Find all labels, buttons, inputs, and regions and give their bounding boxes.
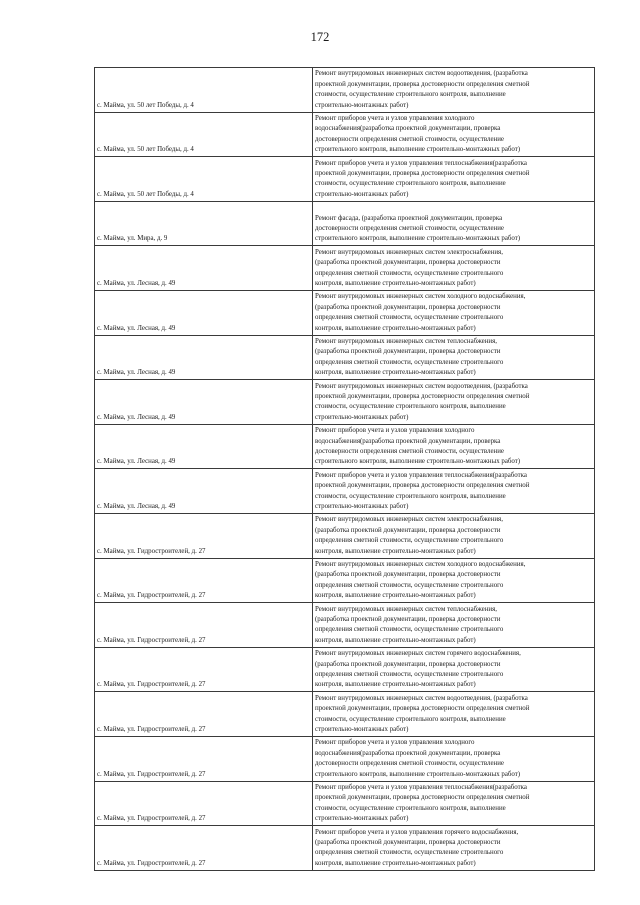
address-cell: с. Майма, ул. Гидростроителей, д. 27 <box>95 603 313 648</box>
work-description-line: строительного контроля, выполнение строительно-монтажных работ) <box>315 146 521 154</box>
work-description-cell <box>313 112 595 157</box>
work-description-cell <box>313 246 595 291</box>
work-description-line: (разработка проектной документации, проверка достоверности <box>315 259 501 267</box>
work-description-line: Ремонт внутридомовых инженерных систем водоотведения, (разработка <box>315 70 528 78</box>
work-description-line: проектной документации, проверка достоверности определения сметной <box>315 170 530 178</box>
work-description-cell <box>313 513 595 558</box>
work-description-line: достоверности определения сметной стоимости, осуществление <box>315 135 504 143</box>
table-row <box>95 603 595 648</box>
work-description-line: проектной документации, проверка достоверности определения сметной <box>315 80 530 88</box>
table-row <box>95 424 595 469</box>
address-cell: с. Майма, ул. Гидростроителей, д. 27 <box>95 826 313 871</box>
work-description-line: Ремонт внутридомовых инженерных систем горячего водоснабжения, <box>315 650 521 658</box>
address-cell: с. Майма, ул. 50 лет Победы, д. 4 <box>95 157 313 202</box>
table-row <box>95 335 595 380</box>
work-description-line: Ремонт внутридомовых инженерных систем электроснабжения, <box>315 248 503 256</box>
table-row <box>95 826 595 871</box>
work-description-line: строительно-монтажных работ) <box>315 190 409 198</box>
work-description-line: достоверности определения сметной стоимости, осуществление <box>315 448 504 456</box>
address-cell: с. Майма, ул. Гидростроителей, д. 27 <box>95 781 313 826</box>
work-description <box>315 828 592 870</box>
work-description-line: проектной документации, проверка достоверности определения сметной <box>315 794 530 802</box>
work-description-cell <box>313 68 595 113</box>
work-description <box>315 203 592 245</box>
work-description-line: Ремонт приборов учета и узлов управления теплоснабжения(разработка <box>315 783 527 791</box>
work-description-cell <box>313 826 595 871</box>
work-description <box>315 515 592 557</box>
works-table <box>94 67 595 871</box>
page-number: 172 <box>310 30 330 44</box>
address-cell: с. Майма, ул. 50 лет Победы, д. 4 <box>95 68 313 113</box>
table-row <box>95 469 595 514</box>
work-description-line: Ремонт внутридомовых инженерных систем теплоснабжения, <box>315 338 498 346</box>
table-row <box>95 112 595 157</box>
address-cell: с. Майма, ул. Лесная, д. 49 <box>95 469 313 514</box>
work-description-line: определения сметной стоимости, осуществление строительного <box>315 671 504 678</box>
address-cell: с. Майма, ул. Лесная, д. 49 <box>95 290 313 335</box>
work-description-line: Ремонт внутридомовых инженерных систем холодного водоснабжения, <box>315 293 526 301</box>
work-description-line: строительного контроля, выполнение строительно-монтажных работ) <box>315 458 521 466</box>
work-description <box>315 738 592 780</box>
work-description-line: контроля, выполнение строительно-монтажных работ) <box>315 369 476 377</box>
work-description-line: Ремонт фасада, (разработка проектной документации, проверка <box>315 214 503 222</box>
work-description-line: Ремонт приборов учета и узлов управления теплоснабжения(разработка <box>315 159 527 167</box>
address-cell: с. Майма, ул. 50 лет Победы, д. 4 <box>95 112 313 157</box>
work-description-line: достоверности определения сметной стоимости, осуществление <box>315 760 504 768</box>
work-description <box>315 605 592 647</box>
work-description-line: строительного контроля, выполнение строительно-монтажных работ) <box>315 235 521 243</box>
work-description-line: Ремонт приборов учета и узлов управления горячего водоснабжения, <box>315 828 519 836</box>
address-cell: с. Майма, ул. Лесная, д. 49 <box>95 424 313 469</box>
work-description-line: контроля, выполнение строительно-монтажных работ) <box>315 547 476 555</box>
work-description-line: водоснабжения(разработка проектной документации, проверка <box>315 749 501 757</box>
work-description-line: строительно-монтажных работ) <box>315 726 409 733</box>
work-description-line: определения сметной стоимости, осуществление строительного <box>315 626 504 634</box>
address-cell: с. Майма, ул. Лесная, д. 49 <box>95 335 313 380</box>
work-description-line: строительно-монтажных работ) <box>315 815 409 823</box>
work-description-line: определения сметной стоимости, осуществление строительного <box>315 358 504 366</box>
work-description-line: проектной документации, проверка достоверности определения сметной <box>315 393 530 401</box>
address-cell: с. Майма, ул. Лесная, д. 49 <box>95 246 313 291</box>
work-description-line: Ремонт внутридомовых инженерных систем теплоснабжения, <box>315 605 498 613</box>
work-description-cell <box>313 157 595 202</box>
address-cell: с. Майма, ул. Гидростроителей, д. 27 <box>95 692 313 737</box>
work-description-cell <box>313 647 595 692</box>
work-description <box>315 70 592 112</box>
work-description <box>315 471 592 513</box>
address-cell: с. Майма, ул. Лесная, д. 49 <box>95 380 313 425</box>
work-description-cell <box>313 201 595 246</box>
work-description-line: Ремонт приборов учета и узлов управления холодного <box>315 427 475 435</box>
work-description <box>315 426 592 468</box>
table-row <box>95 68 595 113</box>
work-description <box>315 382 592 424</box>
table-row <box>95 201 595 246</box>
work-description-line: стоимости, осуществление строительного контроля, выполнение <box>315 715 506 723</box>
work-description-cell <box>313 290 595 335</box>
work-description-line: водоснабжения(разработка проектной документации, проверка <box>315 125 501 133</box>
work-description-line: проектной документации, проверка достоверности определения сметной <box>315 482 530 490</box>
table-row <box>95 781 595 826</box>
work-description-line: контроля, выполнение строительно-монтажных работ) <box>315 636 476 644</box>
work-description-line: стоимости, осуществление строительного контроля, выполнение <box>315 403 506 411</box>
work-description-line: (разработка проектной документации, проверка достоверности <box>315 660 501 668</box>
address-cell: с. Майма, ул. Мира, д. 9 <box>95 201 313 246</box>
work-description <box>315 783 592 825</box>
work-description-line: проектной документации, проверка достоверности определения сметной <box>315 705 530 713</box>
work-description <box>315 292 592 334</box>
work-description-line: (разработка проектной документации, проверка достоверности <box>315 838 501 846</box>
work-description-line: стоимости, осуществление строительного контроля, выполнение <box>315 91 506 99</box>
work-description-cell <box>313 469 595 514</box>
table-row <box>95 558 595 603</box>
work-description-line: строительно-монтажных работ) <box>315 101 409 109</box>
address-cell: с. Майма, ул. Гидростроителей, д. 27 <box>95 513 313 558</box>
work-description-line: строительного контроля, выполнение строительно-монтажных работ) <box>315 770 521 778</box>
address-cell: с. Майма, ул. Гидростроителей, д. 27 <box>95 736 313 781</box>
work-description-line: (разработка проектной документации, проверка достоверности <box>315 303 501 311</box>
address-cell: с. Майма, ул. Гидростроителей, д. 27 <box>95 647 313 692</box>
work-description <box>315 337 592 379</box>
work-description-line: (разработка проектной документации, проверка достоверности <box>315 571 501 579</box>
work-description-cell <box>313 692 595 737</box>
work-description-line: Ремонт внутридомовых инженерных систем водоотведения, (разработка <box>315 694 528 702</box>
work-description-line: водоснабжения(разработка проектной документации, проверка <box>315 437 501 445</box>
work-description-cell <box>313 424 595 469</box>
work-description <box>315 159 592 201</box>
work-description-line: определения сметной стоимости, осуществление строительного <box>315 849 504 857</box>
work-description-line: стоимости, осуществление строительного контроля, выполнение <box>315 180 506 188</box>
work-description-line: Ремонт внутридомовых инженерных систем водоотведения, (разработка <box>315 382 528 390</box>
work-description-line: строительно-монтажных работ) <box>315 503 409 511</box>
work-description-line: контроля, выполнение строительно-монтажных работ) <box>315 280 476 288</box>
table-row <box>95 513 595 558</box>
work-description-line: контроля, выполнение строительно-монтажных работ) <box>315 681 476 689</box>
table-row <box>95 692 595 737</box>
work-description-cell <box>313 603 595 648</box>
work-description-line: (разработка проектной документации, проверка достоверности <box>315 526 501 534</box>
work-description-line: контроля, выполнение строительно-монтажных работ) <box>315 592 476 600</box>
work-description-line: Ремонт внутридомовых инженерных систем электроснабжения, <box>315 516 503 524</box>
work-description <box>315 114 592 156</box>
works-table-body <box>95 68 595 871</box>
address-cell: с. Майма, ул. Гидростроителей, д. 27 <box>95 558 313 603</box>
table-row <box>95 647 595 692</box>
work-description-line: (разработка проектной документации, проверка достоверности <box>315 348 501 356</box>
work-description-line: контроля, выполнение строительно-монтажных работ) <box>315 324 476 332</box>
work-description <box>315 649 592 691</box>
table-row <box>95 157 595 202</box>
work-description <box>315 248 592 290</box>
table-row <box>95 736 595 781</box>
work-description-line: определения сметной стоимости, осуществление строительного <box>315 537 504 545</box>
work-description-cell <box>313 380 595 425</box>
work-description-cell <box>313 736 595 781</box>
work-description <box>315 694 592 736</box>
work-description-line: контроля, выполнение строительно-монтажных работ) <box>315 859 476 867</box>
work-description-line: стоимости, осуществление строительного контроля, выполнение <box>315 804 506 812</box>
work-description-line: (разработка проектной документации, проверка достоверности <box>315 616 501 623</box>
table-row <box>95 380 595 425</box>
table-row <box>95 246 595 291</box>
work-description-line: определения сметной стоимости, осуществление строительного <box>315 269 504 277</box>
work-description-line: строительно-монтажных работ) <box>315 413 409 421</box>
work-description-line: стоимости, осуществление строительного контроля, выполнение <box>315 492 506 500</box>
work-description-line: достоверности определения сметной стоимости, осуществление <box>315 225 504 233</box>
work-description <box>315 560 592 602</box>
work-description-cell <box>313 558 595 603</box>
table-row <box>95 290 595 335</box>
work-description-line: определения сметной стоимости, осуществление строительного <box>315 314 504 322</box>
work-description-cell <box>313 781 595 826</box>
work-description-line: Ремонт внутридомовых инженерных систем холодного водоснабжения, <box>315 561 526 568</box>
work-description-line: Ремонт приборов учета и узлов управления теплоснабжения(разработка <box>315 471 527 479</box>
work-description-line: Ремонт приборов учета и узлов управления холодного <box>315 115 475 123</box>
work-description-cell <box>313 335 595 380</box>
work-description-line: Ремонт приборов учета и узлов управления холодного <box>315 739 475 747</box>
work-description-line: определения сметной стоимости, осуществление строительного <box>315 581 504 589</box>
